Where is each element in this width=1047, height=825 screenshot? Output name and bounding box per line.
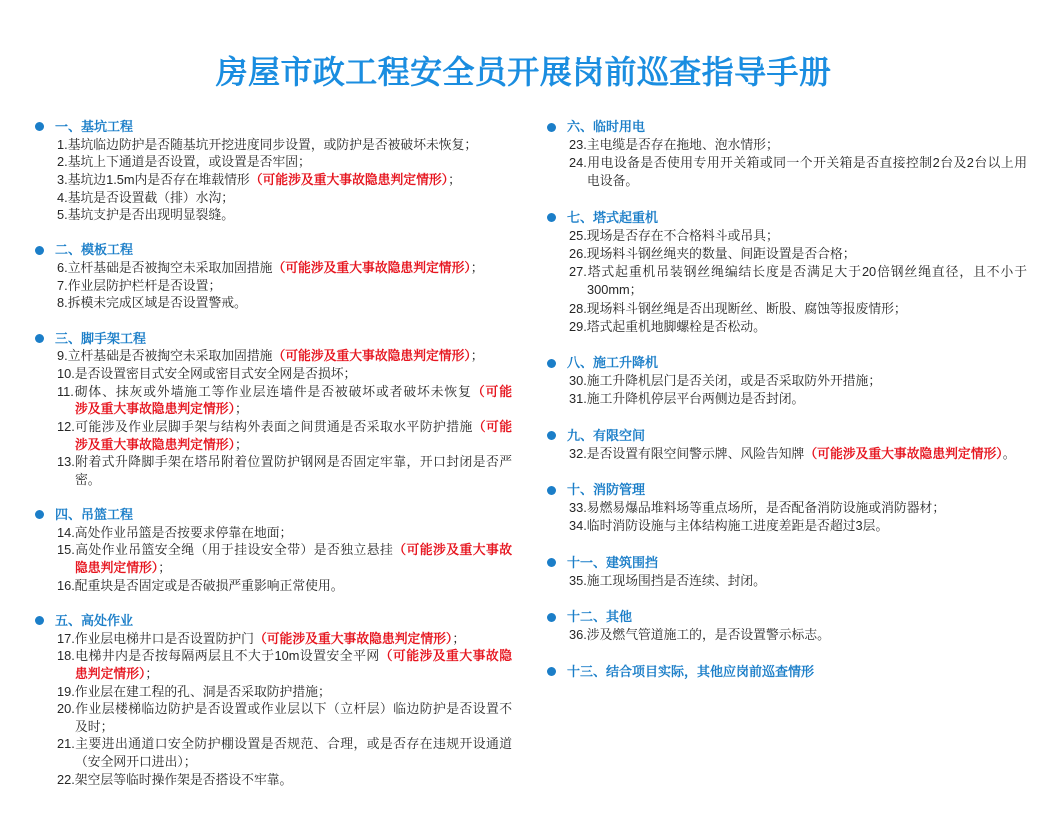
- section-heading: [547, 663, 1027, 681]
- item-text-line: [569, 626, 1027, 644]
- item-text-line: [569, 227, 1027, 245]
- checklist-item: [35, 735, 512, 770]
- section-heading: [35, 612, 512, 630]
- item-text-line: [569, 517, 1027, 535]
- checklist-section: [547, 554, 1027, 590]
- item-text-line: [57, 259, 512, 277]
- item-text: 基坑上下通道是否设置，或设置是否牢固；: [67, 154, 311, 170]
- major-hazard-note: （可能涉及重大事故: [393, 542, 513, 558]
- section-title: 三、脚手架工程: [55, 330, 147, 346]
- item-text-line: [57, 136, 512, 154]
- item-number: 17.: [57, 630, 75, 646]
- bullet-dot-icon: [547, 667, 556, 676]
- item-number: 16.: [57, 577, 75, 593]
- item-text: 是否设置密目式安全网或密目式安全网是否损坏；: [74, 365, 357, 381]
- item-text-continuation: [57, 753, 512, 771]
- item-text: 塔式起重机吊装钢丝绳编结长度是否满足大于20倍钢丝绳直径，且不小于: [586, 264, 1027, 280]
- item-text: 易燃易爆品堆料场等重点场所，是否配备消防设施或消防器材；: [586, 500, 946, 516]
- checklist-item: [35, 383, 512, 418]
- checklist-item: [547, 227, 1027, 245]
- section-heading: [547, 354, 1027, 372]
- item-text: 300mm；: [587, 282, 643, 298]
- item-number: 32.: [569, 445, 587, 461]
- item-text-continuation: [569, 281, 1027, 299]
- item-number: 19.: [57, 683, 75, 699]
- item-text: ；: [470, 260, 484, 276]
- item-text-continuation: [57, 400, 512, 418]
- item-text: 拆模未完成区域是否设置警戒。: [67, 295, 247, 311]
- section-title: 六、临时用电: [567, 119, 646, 134]
- item-text-line: [57, 383, 512, 401]
- item-text-line: [569, 390, 1027, 408]
- item-text: 施工升降机停层平台两侧边是否封闭。: [586, 391, 805, 407]
- major-hazard-note: 涉及重大事故隐患判定情形）: [75, 436, 235, 452]
- item-text: 砌体、抹灰或外墙施工等作业层连墙件是否被破坏或者破坏未恢复: [73, 383, 472, 399]
- item-text-line: [57, 647, 512, 665]
- checklist-item: [547, 318, 1027, 336]
- item-number: 9.: [57, 348, 68, 364]
- checklist-section: [547, 608, 1027, 644]
- item-text: 作业层电梯井口是否设置防护门: [74, 630, 254, 646]
- bullet-dot-icon: [547, 486, 556, 495]
- checklist-section: [547, 663, 1027, 681]
- item-text: 作业层防护栏杆是否设置；: [67, 277, 222, 293]
- major-hazard-note: 隐患判定情形）: [75, 560, 159, 576]
- item-number: 21.: [57, 736, 75, 752]
- item-text: 及时；: [75, 718, 114, 734]
- item-text: 作业层在建工程的孔、洞是否采取防护措施；: [74, 683, 331, 699]
- checklist-item: [35, 277, 512, 295]
- item-text: 附着式升降脚手架在塔吊附着位置防护钢网是否固定牢靠，开口封闭是否严: [74, 454, 512, 470]
- section-heading: [35, 330, 512, 348]
- checklist-item: [547, 445, 1027, 463]
- item-text: 主电缆是否存在拖地、泡水情形；: [586, 137, 779, 153]
- item-text: 。: [1002, 445, 1016, 461]
- item-number: 33.: [569, 500, 587, 516]
- item-text-line: [569, 154, 1027, 172]
- checklist-item: [547, 154, 1027, 190]
- checklist-item: [35, 647, 512, 682]
- item-number: 25.: [569, 227, 587, 243]
- item-text-line: [57, 347, 512, 365]
- checklist-item: [547, 390, 1027, 408]
- item-text: 架空层等临时操作架是否搭设不牢靠。: [74, 771, 293, 787]
- checklist-item: [35, 683, 512, 701]
- item-text: 电梯井内是否按每隔两层且不大于10m设置安全平网: [74, 648, 380, 664]
- section-heading: [35, 241, 512, 259]
- section-title: 十一、建筑围挡: [567, 554, 659, 570]
- section-title: 七、塔式起重机: [567, 209, 659, 225]
- item-text: ；: [145, 665, 159, 681]
- checklist-section: [35, 506, 512, 594]
- item-text-line: [57, 630, 512, 648]
- item-number: 8.: [57, 295, 68, 311]
- item-text: 是否设置有限空间警示牌、风险告知牌: [586, 445, 805, 461]
- major-hazard-note: （可能涉及重大事故隐患判定情形）: [804, 445, 1003, 461]
- item-text-line: [57, 171, 512, 189]
- checklist-item: [35, 189, 512, 207]
- item-number: 13.: [57, 454, 75, 470]
- item-text-line: [569, 136, 1027, 154]
- item-text: 高处作业吊篮安全绳（用于挂设安全带）是否独立悬挂: [74, 542, 394, 558]
- bullet-dot-icon: [547, 431, 556, 440]
- checklist-item: [547, 300, 1027, 318]
- checklist-item: [35, 524, 512, 542]
- item-text-continuation: [57, 436, 512, 454]
- checklist-item: [547, 572, 1027, 590]
- item-text: 现场料斗钢丝绳夹的数量、间距设置是否合格；: [586, 246, 856, 262]
- checklist-item: [547, 517, 1027, 535]
- item-text-line: [569, 372, 1027, 390]
- bullet-dot-icon: [35, 246, 44, 255]
- section-heading: [547, 554, 1027, 572]
- section-title: 一、基坑工程: [55, 119, 134, 134]
- section-title: 二、模板工程: [55, 242, 134, 258]
- item-text: 用电设备是否使用专用开关箱或同一个开关箱是否直接控制2台及2台以上用: [586, 155, 1027, 171]
- bullet-dot-icon: [35, 510, 44, 519]
- item-number: 18.: [57, 648, 75, 664]
- item-text: ；: [234, 436, 248, 452]
- item-text-line: [57, 541, 512, 559]
- item-text-line: [57, 153, 512, 171]
- major-hazard-note: （可能涉及重大事故隐: [379, 648, 512, 664]
- item-text: 基坑边1.5m内是否存在堆载情形: [67, 171, 250, 187]
- item-text-continuation: [57, 665, 512, 683]
- checklist-item: [35, 294, 512, 312]
- item-number: 11.: [57, 383, 74, 399]
- item-text: 涉及燃气管道施工的，是否设置警示标志。: [586, 627, 830, 643]
- item-text-line: [57, 294, 512, 312]
- item-text-line: [569, 300, 1027, 318]
- section-title: 十三、结合项目实际，其他应岗前巡查情形: [567, 663, 815, 679]
- checklist-item: [35, 453, 512, 488]
- item-text-line: [57, 277, 512, 295]
- checklist-item: [35, 259, 512, 277]
- item-number: 3.: [57, 171, 68, 187]
- section-title: 八、施工升降机: [567, 355, 659, 371]
- item-text-line: [57, 418, 512, 436]
- item-text-line: [57, 524, 512, 542]
- item-number: 29.: [569, 318, 587, 334]
- checklist-section: [35, 241, 512, 312]
- item-text-line: [569, 245, 1027, 263]
- item-text: ；: [452, 630, 466, 646]
- right-column: [547, 118, 1027, 699]
- checklist-section: [35, 118, 512, 224]
- item-text: 施工现场围挡是否连续、封闭。: [586, 572, 766, 588]
- item-text: 临时消防设施与主体结构施工进度差距是否超过3层。: [586, 518, 889, 534]
- item-text-continuation: [57, 718, 512, 736]
- section-title: 十、消防管理: [567, 482, 646, 498]
- item-text: 可能涉及作业层脚手架与结构外表面之间贯通是否采取水平防护措施: [74, 418, 473, 434]
- item-text: 现场料斗钢丝绳是否出现断丝、断股、腐蚀等报废情形；: [586, 300, 907, 316]
- bullet-dot-icon: [547, 558, 556, 567]
- item-text-line: [57, 365, 512, 383]
- checklist-item: [35, 418, 512, 453]
- section-title: 十二、其他: [567, 609, 633, 625]
- item-text: 作业层楼梯临边防护是否设置或作业层以下（立杆层）临边防护是否设置不: [74, 701, 512, 717]
- section-title: 五、高处作业: [55, 612, 134, 628]
- item-number: 36.: [569, 627, 587, 643]
- checklist-section: [547, 427, 1027, 463]
- item-text: 高处作业吊篮是否按要求停靠在地面；: [74, 524, 293, 540]
- checklist-item: [35, 171, 512, 189]
- item-text-line: [569, 572, 1027, 590]
- bullet-dot-icon: [35, 122, 44, 131]
- item-number: 10.: [57, 365, 75, 381]
- item-text: 施工升降机层门是否关闭，或是否采取防外开措施；: [586, 373, 882, 389]
- item-text: （安全网开口进出）；: [75, 754, 197, 770]
- checklist-item: [35, 630, 512, 648]
- item-text: 配重块是否固定或是否破损严重影响正常使用。: [74, 577, 344, 593]
- item-number: 4.: [57, 189, 68, 205]
- item-text-line: [569, 445, 1027, 463]
- major-hazard-note: 患判定情形）: [75, 665, 146, 681]
- item-text: ；: [470, 348, 484, 364]
- checklist-item: [35, 347, 512, 365]
- document-title: 房屋市政工程安全员开展岗前巡查指导手册: [215, 54, 832, 90]
- bullet-dot-icon: [35, 616, 44, 625]
- bullet-dot-icon: [547, 613, 556, 622]
- item-text: 立杆基础是否被掏空未采取加固措施: [67, 348, 273, 364]
- item-text: 电设备。: [587, 173, 639, 189]
- left-column: [35, 118, 512, 806]
- item-text-continuation: [569, 172, 1027, 190]
- item-text: ；: [234, 401, 248, 417]
- checklist-section: [35, 330, 512, 489]
- item-number: 30.: [569, 373, 587, 389]
- item-text-line: [57, 735, 512, 753]
- section-heading: [547, 427, 1027, 445]
- major-hazard-note: （可能: [471, 383, 513, 399]
- section-heading: [547, 209, 1027, 227]
- item-text-line: [569, 318, 1027, 336]
- section-heading: [547, 608, 1027, 626]
- item-number: 28.: [569, 300, 587, 316]
- item-text-line: [57, 453, 512, 471]
- item-number: 7.: [57, 277, 68, 293]
- item-number: 26.: [569, 246, 587, 262]
- major-hazard-note: 涉及重大事故隐患判定情形）: [75, 401, 235, 417]
- major-hazard-note: （可能: [472, 418, 513, 434]
- item-text-line: [57, 206, 512, 224]
- item-number: 14.: [57, 524, 75, 540]
- checklist-item: [547, 245, 1027, 263]
- item-text-continuation: [57, 559, 512, 577]
- bullet-dot-icon: [547, 213, 556, 222]
- major-hazard-note: （可能涉及重大事故隐患判定情形）: [249, 171, 449, 187]
- item-text: 基坑临边防护是否随基坑开挖进度同步设置，或防护是否被破坏未恢复；: [67, 136, 478, 152]
- checklist-item: [35, 700, 512, 735]
- item-number: 34.: [569, 518, 587, 534]
- item-text: 立杆基础是否被掏空未采取加固措施: [67, 260, 273, 276]
- item-text-line: [57, 700, 512, 718]
- checklist-item: [547, 626, 1027, 644]
- major-hazard-note: （可能涉及重大事故隐患判定情形）: [272, 260, 471, 276]
- item-text-line: [57, 771, 512, 789]
- item-number: 2.: [57, 154, 68, 170]
- bullet-dot-icon: [547, 359, 556, 368]
- checklist-item: [35, 153, 512, 171]
- section-title: 四、吊篮工程: [55, 507, 134, 523]
- checklist-item: [547, 263, 1027, 299]
- item-number: 15.: [57, 542, 75, 558]
- item-text-line: [569, 499, 1027, 517]
- checklist-section: [547, 209, 1027, 336]
- section-heading: [547, 481, 1027, 499]
- checklist-section: [547, 481, 1027, 535]
- section-heading: [547, 118, 1027, 136]
- section-heading: [35, 118, 512, 136]
- item-number: 23.: [569, 137, 587, 153]
- item-number: 24.: [569, 155, 587, 171]
- checklist-item: [35, 771, 512, 789]
- item-text: ；: [448, 171, 461, 187]
- bullet-dot-icon: [35, 334, 44, 343]
- item-text: ；: [158, 560, 171, 576]
- major-hazard-note: （可能涉及重大事故隐患判定情形）: [272, 348, 471, 364]
- checklist-item: [35, 136, 512, 154]
- section-heading: [35, 506, 512, 524]
- item-text: 基坑支护是否出现明显裂缝。: [67, 207, 235, 223]
- checklist-section: [35, 612, 512, 788]
- item-number: 31.: [569, 391, 587, 407]
- checklist-item: [35, 577, 512, 595]
- item-text-line: [57, 683, 512, 701]
- checklist-item: [547, 136, 1027, 154]
- checklist-item: [35, 365, 512, 383]
- item-text: 塔式起重机地脚螺栓是否松动。: [586, 318, 766, 334]
- checklist-item: [35, 541, 512, 576]
- item-text: 基坑是否设置截（排）水沟；: [67, 189, 235, 205]
- section-title: 九、有限空间: [567, 427, 646, 443]
- item-text: 主要进出通道口安全防护棚设置是否规范、合理，或是否存在违规开设通道: [74, 736, 512, 752]
- item-text-continuation: [57, 471, 512, 489]
- checklist-item: [35, 206, 512, 224]
- item-number: 5.: [57, 207, 68, 223]
- item-number: 27.: [569, 264, 587, 280]
- item-number: 12.: [57, 418, 75, 434]
- item-text-line: [57, 577, 512, 595]
- item-text-line: [57, 189, 512, 207]
- checklist-item: [547, 372, 1027, 390]
- major-hazard-note: （可能涉及重大事故隐患判定情形）: [253, 630, 453, 646]
- item-text: 密。: [75, 471, 101, 487]
- item-number: 6.: [57, 260, 68, 276]
- checklist-section: [547, 118, 1027, 191]
- checklist-section: [547, 354, 1027, 408]
- item-number: 20.: [57, 701, 75, 717]
- item-number: 1.: [57, 136, 68, 152]
- item-text-line: [569, 263, 1027, 281]
- item-number: 35.: [569, 572, 587, 588]
- checklist-item: [547, 499, 1027, 517]
- item-text: 现场是否存在不合格料斗或吊具；: [586, 227, 779, 243]
- item-number: 22.: [57, 771, 75, 787]
- bullet-dot-icon: [547, 123, 556, 132]
